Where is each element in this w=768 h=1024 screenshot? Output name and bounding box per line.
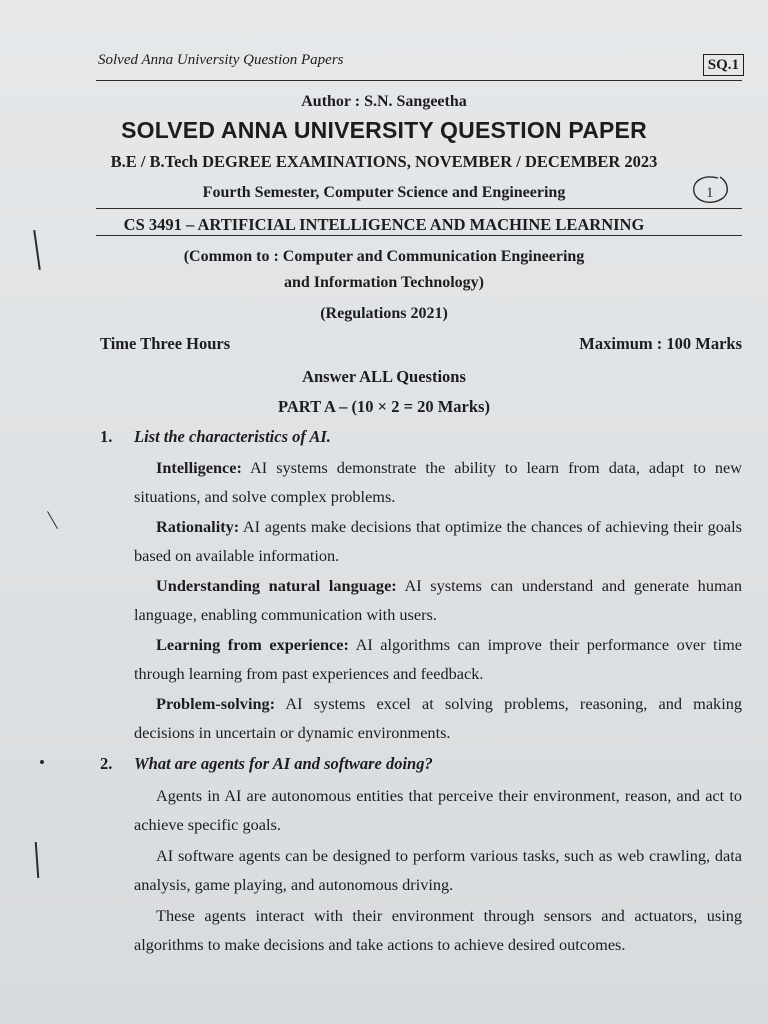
answer-point-natural-language <box>134 571 742 629</box>
point-term: Rationality: <box>156 517 240 536</box>
point-body: AI systems can understand and generate human language, enabling communication with users. <box>134 576 742 624</box>
author-line: Author : S.N. Sangeetha <box>301 93 467 110</box>
part-a-heading: PART A – (10 × 2 = 20 Marks) <box>278 397 490 416</box>
point-body: AI systems demonstrate the ability to learn from data, adapt to new situations, and solve complex problems. <box>134 458 742 506</box>
running-header-title: Solved Anna University Question Papers <box>98 52 344 68</box>
page-code-badge: SQ.1 <box>703 54 744 76</box>
answer-point-rationality <box>134 512 742 570</box>
header-rule <box>96 80 742 81</box>
answer-point-learning <box>134 630 742 688</box>
margin-pencil-mark <box>35 842 39 878</box>
margin-pencil-dot <box>40 760 44 764</box>
answer-paragraph-3: These agents interact with their environment through sensors and actuators, using algorithms to make decisions and take actions to achieve desired outcomes. <box>134 906 742 954</box>
answer-point-problem-solving <box>134 689 742 747</box>
answer-point-intelligence <box>134 453 742 511</box>
regulations-line: (Regulations 2021) <box>320 305 448 322</box>
point-body: AI agents make decisions that optimize the chances of achieving their goals based on available information. <box>134 517 742 565</box>
course-bottom-rule <box>96 235 742 236</box>
margin-pencil-mark <box>47 511 58 529</box>
point-term: Problem-solving: <box>156 694 276 713</box>
time-allowed: Time Three Hours <box>100 334 231 353</box>
instruction-line: Answer ALL Questions <box>302 367 466 386</box>
common-to-line-1: (Common to : Computer and Communication Engineering <box>183 248 585 265</box>
paper-title: SOLVED ANNA UNIVERSITY QUESTION PAPER <box>121 117 647 143</box>
common-to-line-2: and Information Technology) <box>283 274 485 291</box>
point-term: Understanding natural language: <box>156 576 397 595</box>
question-text: List the characteristics of AI. <box>134 427 331 446</box>
answer-paragraph-1: Agents in AI are autonomous entities that perceive their environment, reason, and act to achieve specific goals. <box>134 786 742 834</box>
course-top-rule <box>96 208 742 209</box>
point-body: AI algorithms can improve their performance over time through learning from past experiences and feedback. <box>134 635 742 683</box>
point-term: Intelligence: <box>156 458 242 477</box>
question-number: 2. <box>100 754 113 773</box>
exam-session: B.E / B.Tech DEGREE EXAMINATIONS, NOVEMBER / DECEMBER 2023 <box>110 152 658 171</box>
point-term: Learning from experience: <box>156 635 349 654</box>
answer-paragraph-2: AI software agents can be designed to perform various tasks, such as web crawling, data analysis, game playing, and autonomous driving. <box>134 846 742 894</box>
semester-line: Fourth Semester, Computer Science and Engineering <box>202 184 566 201</box>
course-code-title: CS 3491 – ARTIFICIAL INTELLIGENCE AND MACHINE LEARNING <box>123 215 645 234</box>
handwritten-circled-number <box>690 174 730 208</box>
question-number: 1. <box>100 427 113 446</box>
point-body: AI systems excel at solving problems, reasoning, and making decisions in uncertain or dynamic environments. <box>134 694 742 742</box>
circled-number-text: 1 <box>706 185 714 201</box>
question-text: What are agents for AI and software doing? <box>134 754 433 773</box>
maximum-marks: Maximum : 100 Marks <box>579 334 742 353</box>
